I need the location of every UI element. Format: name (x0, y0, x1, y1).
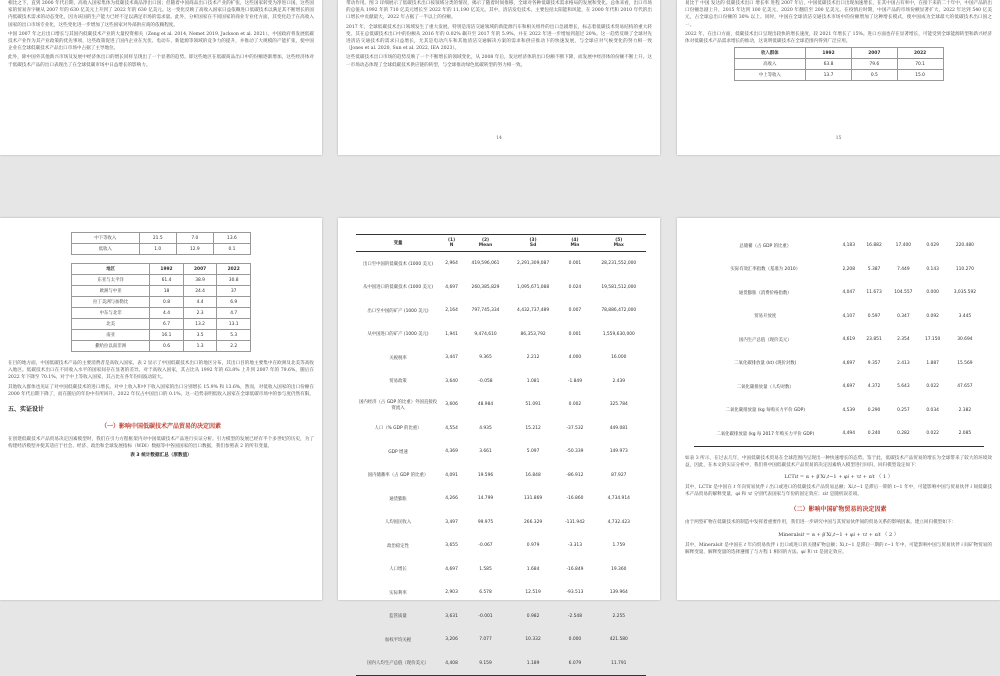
variable-name-cell: 国内生产总值（现价美元） (738, 337, 792, 343)
table-cell: 1.585 (479, 566, 492, 572)
paragraph: 其他收入群体也见证了对中国低碳技术的进口增长。对中上收入和中下收入国家的出口分别增长 15.9% 和 13.6%，然而，对低收入国家的出口份额在 2000 年代后期下降了，而在随后的年份中有所回升。2022 年仅占中国出口的 0.1%，这一趋势表明低收入国家在全球低碳市场中的参与度仍然有限。 (8, 384, 314, 397)
table-cell: 6.578 (479, 590, 492, 596)
table-row (694, 328, 984, 352)
table-cell: 3.661 (479, 449, 492, 455)
table-cell: 10.332 (525, 637, 541, 643)
table-cell: 4.7 (217, 308, 251, 319)
table-row (356, 299, 646, 323)
document-page-17 (338, 218, 660, 667)
table-row (694, 399, 984, 423)
table-cell: -0.067 (478, 543, 493, 549)
variable-name-cell: 总储蓄（占 GDP 的比重） (739, 243, 792, 249)
table-cell: 4,183 (842, 243, 856, 249)
table-header: (5) Max (613, 238, 624, 248)
table-header: (4) Min (570, 238, 580, 248)
paragraph: 这些低碳技术出口市场的趋势反映了一个不断增长的领域变化，从 2008 年后，发达经济体的出口份额不断下降，而发展中经济体的份额不断上升。这一市场动态体现了全球低碳技术供应链的转型，与全球推动绿色低碳转型的努力相一致。 (346, 55, 652, 68)
table-cell: 220.480 (955, 243, 974, 249)
table-cell: 1,095,671,088 (517, 284, 550, 290)
table-header: 收入群体 (734, 48, 806, 59)
table-cell: 16.882 (866, 243, 882, 249)
table-cell: 63.8 (806, 59, 852, 70)
table-cell: 4.935 (479, 425, 492, 431)
table-cell: -16.860 (566, 496, 584, 502)
table-header: (2) Mean (478, 238, 493, 248)
table-cell: 2.439 (612, 378, 626, 384)
table-cell: 0.034 (926, 407, 939, 413)
table-cell: 21.5 (139, 233, 176, 244)
table-cell: 5.643 (897, 384, 910, 390)
table-cell: 18 (150, 286, 184, 297)
table-row (356, 252, 646, 276)
table-row (72, 244, 251, 255)
table-row (734, 59, 943, 70)
variable-name-cell: 人口（% GDP 的比重） (374, 426, 422, 432)
table-cell: 2,291,309,087 (517, 261, 550, 267)
table-cell: 6.7 (150, 319, 184, 330)
table-cell: 2.3 (183, 308, 217, 319)
table-cell: 0.001 (568, 261, 582, 267)
table-cell: 99.975 (477, 519, 494, 525)
table-row (356, 464, 646, 488)
table-cell: 东亚与太平洋 (72, 275, 150, 286)
paragraph: 其中，LCT𝑖𝑡 是中国在 𝑡 年向贸易伙伴 𝑖 出口或进口的低碳技术产品贸易总额；X𝑖,𝑡−1 是滞后一期的 𝑡−1 年中，可能影响中国与贸易伙伴 𝑖 间低碳技术产品贸易的解释变量，φ𝑖 和 τ𝑡 分别代表国家与年份的固定效应；ε𝑖𝑡 是随机误差项。 (685, 484, 992, 498)
table-row (694, 375, 984, 399)
table-header: 2007 (851, 48, 897, 59)
table-cell: 19,581,512,000 (601, 284, 637, 290)
variable-name-cell: 二氧化碳排放量 (kg 每 2017 年购买力平价 GDP) (716, 431, 815, 437)
table-cell: 4,619 (842, 337, 856, 343)
table-cell: 4,734.914 (607, 496, 630, 502)
summary-statistics-table-continued (694, 234, 984, 447)
table-cell: 2.413 (897, 360, 910, 366)
document-page-15 (677, 0, 1000, 155)
variable-name-cell: 国内储蓄率（占 GDP 的比重） (367, 473, 429, 479)
income-share-table-continued (71, 232, 251, 255)
table-cell: 1.759 (612, 543, 626, 549)
table-row (356, 346, 646, 370)
table-cell: 15.569 (957, 360, 973, 366)
table-row (356, 534, 646, 558)
table-row (72, 319, 251, 330)
summary-statistics-table (356, 234, 646, 676)
variable-name-cell: 人均国民收入 (384, 520, 412, 526)
variable-name-cell: 通货膨胀（消费价格指数） (738, 290, 792, 296)
paragraph: 在目的地方面，中国低碳技术产品的主要消费者是高收入国家。表 2 显示了中国低碳技术出口的地区分布，其出口目的地主要集中在欧洲及北美等高收入地区。低碳技术出口在不同收入水平的国家间存在显著的差异。对于高收入国家，其占比从 1992 年的 63.8% 上升到 2007 年的 79.6%，随后在 2022 年下降至 70.1%。对于中上等收入国家，其占比在各年份间波动较大。 (8, 361, 314, 381)
subsection-heading: （一）影响中国低碳技术产品贸易的决定因素 (100, 423, 221, 431)
table-cell: 5.387 (867, 266, 881, 272)
table-cell: 0.092 (926, 313, 939, 319)
table-header: 1992 (150, 264, 184, 275)
table-cell: 0.1 (213, 244, 250, 255)
table-header: (1) N (448, 238, 456, 248)
table-cell: 14.799 (477, 496, 494, 502)
table-cell: 4.4 (183, 297, 217, 308)
table-cell: 61.4 (150, 275, 184, 286)
table-cell: 2,964 (445, 261, 458, 267)
table-cell: 4,697 (842, 384, 856, 390)
variable-name-cell: 二氧化碳排放量 (kt) (现价对数) (734, 361, 797, 367)
table-cell: 17.400 (895, 243, 912, 249)
table-cell: 0.029 (926, 243, 939, 249)
table-header: 2022 (897, 48, 943, 59)
income-share-table (734, 47, 944, 81)
table-cell: 3,447 (445, 355, 458, 361)
table-cell: 37 (217, 286, 251, 297)
table-cell: 0.982 (526, 613, 540, 619)
table-row (356, 511, 646, 535)
table-cell: 0.5 (851, 70, 897, 81)
table-cell: 9.365 (479, 355, 492, 361)
table-cell: 9.357 (867, 360, 881, 366)
table-cell: 419,596,061 (471, 261, 500, 267)
table-cell: 3,631 (445, 613, 458, 619)
table-cell: 30.694 (957, 337, 973, 343)
table-row (356, 370, 646, 394)
table-cell: 47.657 (957, 384, 973, 390)
variable-name-cell: 政治稳定性 (387, 543, 409, 549)
paragraph: 如表 3 所示，在过去几年，中国低碳技术贸易在全球范围内呈现出一种快速增长的态势。鉴于此，低碳技术产品贸易的增长为全球带来了较大的环境效益，因此，在本文的实证分析中，我们将中国低碳技术产品贸易的决定因素纳入模型进行回归，回归模型设定如下： (685, 455, 992, 468)
table-cell: 3,606 (445, 402, 458, 408)
variable-name-cell: GDP 增速 (388, 449, 408, 455)
table-cell: 13.7 (806, 70, 852, 81)
table-cell: 16.848 (525, 472, 541, 478)
table-cell: -16.849 (566, 566, 584, 572)
variable-name-cell: 加权平均关税 (384, 637, 412, 643)
table-cell: 24.4 (183, 286, 217, 297)
table-cell: 4,554 (445, 425, 458, 431)
variable-name-cell: 从中国进口的矿产 (1000 美元) (367, 332, 429, 338)
table-row (72, 297, 251, 308)
table-cell: 70.1 (897, 59, 943, 70)
table-cell: 16.000 (611, 355, 627, 361)
table-cell: 4,697 (842, 360, 856, 366)
table-cell: 欧洲与中亚 (72, 286, 150, 297)
table-row (356, 628, 646, 652)
table-cell: 51.091 (525, 402, 541, 408)
paragraph: 在创建低碳技术产品贸易决定因素模型时，我们在引力方程框架内对中国低碳技术产品进行实证分析。引力模型的发展已经有半个多世纪的历史，为了构建经济模型并使其适应于社会、经济、政治和全球发展指标（WDI）数据等中各国国家的出口数据，我们参照表 2 的所有变量。 (8, 437, 314, 450)
variable-name-cell: 实际有效汇率指数（基准为 2010） (730, 267, 801, 273)
table-row (734, 70, 943, 81)
table-cell: 0.000 (568, 637, 582, 643)
table-cell: 2.354 (897, 337, 910, 343)
table-cell: 260,385,829 (471, 284, 500, 290)
table-cell: 1.887 (926, 360, 939, 366)
table-row (356, 417, 646, 441)
table-cell: 低收入 (72, 244, 140, 255)
table-cell: 23.851 (866, 337, 882, 343)
variable-name-cell: 贸易开放度 (754, 314, 777, 320)
table-cell: 3,640 (445, 378, 458, 384)
section-heading: 五、实证设计 (8, 406, 45, 414)
table-cell: 19.360 (611, 566, 627, 572)
table-cell: 7.449 (897, 266, 910, 272)
table-cell: 4.372 (867, 384, 881, 390)
paragraph: 2022 年，在出口方面，低碳技术出口呈现出较快的增长速度，较 2021 年增长了 15%。进口方面也存在显著增长，可能受到全球能源转型和新兴经济体对低碳技术产品需求增长的推动，这说明低碳技术在全球范围内得到广泛应用。 (685, 31, 992, 45)
table-cell: 中下等收入 (72, 233, 140, 244)
table-cell: 0.143 (926, 266, 939, 272)
table-cell: 4,732.423 (607, 519, 630, 525)
table-cell: 11.673 (866, 290, 882, 296)
table-cell: -3.313 (567, 543, 583, 549)
table-cell: 28,231,552,000 (601, 261, 637, 267)
variable-name-cell: 通货膨胀 (389, 496, 407, 502)
table-cell: 16.1 (150, 330, 184, 341)
paragraph: 相比之下，直到 2000 年代后期，高收入国家集体为低碳技术商品净出口国；但随着中国商品出口技术产业的扩张，这些国家转变为净进口国。这些国家的贸易赤字额从 2007 年的 630 亿美元上升到了 2022 年的 630 亿美元。这一变化反映了高收入国家日益依赖进口低碳技术以满足其不断增长的国内低碳技术需求的动态变化，因为该国的生产能力已经不足以满足市场的需求量。此外，分析国家在不同国家的商业专业化方面，其变化趋于在高收入国家的出口市场专业化，这些变化进一步增加了这些国家对外部供应商的依赖程度。 (8, 1, 314, 28)
table-cell: 7.077 (479, 637, 492, 643)
variable-name-cell: 关税税率 (389, 355, 407, 361)
table-header: 1992 (806, 48, 852, 59)
table-cell: 2.212 (526, 355, 540, 361)
table-cell: 中东与北非 (72, 308, 150, 319)
table-cell: 149.973 (609, 449, 628, 455)
table-cell: 5.3 (217, 330, 251, 341)
table-cell: 4,432,737,489 (517, 308, 550, 314)
paragraph: 由于两型矿物在低碳技术的制造中发挥着重要作用，我们进一步研究中国与其贸易伙伴间的贸易关系的影响因素。建立回归模型如下： (685, 520, 957, 526)
table-cell: -50.339 (566, 449, 584, 455)
table-cell: 449.081 (609, 425, 628, 431)
table-cell: 0.007 (568, 308, 582, 314)
variable-name-cell: 实际利率 (389, 590, 407, 596)
table-cell: 0.000 (926, 290, 939, 296)
table-cell: 中上等收入 (734, 70, 806, 81)
table-cell: -37.532 (566, 425, 584, 431)
table-cell: 2,208 (842, 266, 856, 272)
table-cell: 2.382 (958, 407, 972, 413)
table-cell: -2.548 (567, 613, 583, 619)
table-row (72, 275, 251, 286)
variable-name-cell: 出口至中国的低碳技术 (1000 美元) (362, 261, 434, 267)
table-cell: 3.5 (183, 330, 217, 341)
table-cell: 4,697 (445, 284, 458, 290)
table-cell: 9.159 (479, 660, 492, 666)
table-cell: 2.2 (217, 341, 251, 352)
table-cell: 4,494 (842, 431, 856, 437)
table-cell: 11.791 (611, 660, 627, 666)
table-cell: 0.001 (568, 331, 582, 337)
paragraph: 其中，Minerals𝑖𝑡 是中国在 𝑡 年向贸易伙伴 𝑖 出口或进口的关键矿物总额；X𝑖,𝑡−1 是滞后一期的 𝑡−1 年中，可能影响中国与贸易伙伴 𝑖 间矿物贸易的解释变量，解释变量的选择遵循了与方程 1 相同的方法。φ𝑖 和 τ𝑡 是固定效应。 (685, 542, 992, 555)
table-cell: 4,697 (445, 566, 458, 572)
table-cell: 0.6 (150, 341, 184, 352)
equation-1: LCT𝑖𝑡 = α + β′X𝑖,𝑡−1 + φ𝑖 + τ𝑡 + ε𝑖𝑡 （ 1 ） (784, 473, 893, 480)
table-cell: 4.4 (150, 308, 184, 319)
table-cell: 19.596 (477, 472, 494, 478)
variable-name-cell: 二氧化碳排放量 (kg 每购买力平价 GDP) (725, 408, 805, 414)
table-cell: 4,408 (445, 660, 458, 666)
table-cell: -93.513 (566, 590, 584, 596)
table-header: 地区 (72, 264, 150, 275)
table-header: 2022 (217, 264, 251, 275)
table-cell: 3,206 (445, 637, 458, 643)
table-cell: 9,474,610 (474, 331, 497, 337)
table-cell: 5.097 (526, 449, 540, 455)
table-cell: 0.257 (897, 407, 910, 413)
table-header: (3) Sd (529, 238, 537, 248)
table-cell: 0.979 (526, 543, 540, 549)
table-cell: 高收入 (734, 59, 806, 70)
variable-name-cell: 二氧化碳排放量（人均对数） (736, 384, 794, 390)
table-cell: 4,091 (445, 472, 458, 478)
table-cell: 139.964 (609, 590, 628, 596)
table-row (694, 352, 984, 376)
table-header: 2007 (183, 264, 217, 275)
table-header: 变量 (393, 241, 403, 246)
table-row (356, 558, 646, 582)
table-cell: 13.2 (183, 319, 217, 330)
table-cell: 6.079 (568, 660, 582, 666)
table-cell: 2,903 (445, 590, 458, 596)
table-cell: 6.9 (217, 297, 251, 308)
page-number: 15 (835, 136, 842, 141)
paragraph: 易比于 中国 发达的 低碳技术出口 增长率 进程 2007 年后，中国低碳技术出口出现加速增长，在其中国占有率中，在接下来的二十年中，中国产品的出口份额急剧上升，2015 年达到 100 亿美元，2020 年翻倍至 200 亿美元。在疫情后时期，中国产品的市场份额显著扩大，2022 年达到 540 亿美元，占全球总出口份额的 30% 以上。同时，中国在全球清洁交通技术市场中的份额增加了这种增长模式，使中国成为全球最大的低碳技术出口国之一。 (685, 1, 992, 28)
table-cell: 13.1 (217, 319, 251, 330)
table-row (356, 487, 646, 511)
table-row (72, 330, 251, 341)
region-share-table (71, 263, 251, 352)
table-row (72, 341, 251, 352)
table-cell: 3,035.592 (953, 290, 977, 296)
table-cell: 4.000 (568, 355, 582, 361)
table-cell: 1,941 (445, 331, 458, 337)
table-cell: 3,497 (445, 519, 458, 525)
subsection-heading: （二）影响中国矿物贸易的决定因素 (790, 506, 887, 514)
table-cell: 0.597 (867, 313, 881, 319)
table-cell: 0.8 (150, 297, 184, 308)
table-cell: -0.001 (478, 613, 493, 619)
table-cell: 0.290 (867, 407, 881, 413)
table-cell: 15.212 (525, 425, 541, 431)
table-row (694, 422, 984, 446)
table-cell: 1.684 (526, 566, 540, 572)
table-row (356, 581, 646, 605)
table-cell: 86,353,792 (520, 331, 546, 337)
table-cell: 30.8 (217, 275, 251, 286)
table-row (356, 393, 646, 417)
table-row (72, 233, 251, 244)
table-row (356, 276, 646, 300)
table-caption: 表 3 统计数据汇总（原数值） (130, 453, 192, 459)
table-cell: 0.002 (568, 402, 582, 408)
paragraph: 带动作用。图 3 详细展示了低碳技术出口按领域分类的情况，揭示了随着时间推移，全球对各种低碳技术需求格局的发展和变化。总体来看，出口市场的总值从 1992 年的 710 亿美元增长至 2022 年的 11,190 亿美元。其中，清洁发电技术、主要包括太阳能和风能，在 2000 年代和 2010 年代的出口增长中贡献最大，2022 年占据了一半以上的份额。 (346, 1, 652, 21)
table-cell: 1.0 (139, 244, 176, 255)
table-cell: 266.329 (524, 519, 543, 525)
table-cell: 104.557 (894, 290, 913, 296)
table-row (356, 323, 646, 347)
table-cell: 撒哈拉以南非洲 (72, 341, 150, 352)
document-page-1 (0, 0, 322, 155)
table-cell: 4,047 (842, 290, 856, 296)
table-cell: 0.022 (926, 431, 939, 437)
paragraph: 2017 年，全球低碳技术出口领域发生了重大发展。特别是清洁交通领域的新能源汽车和相关组件的出口急剧增长，标志着低碳技术贸易结构的重大转变。其在总低碳技术出口中的份额从 2016 年的 0.02% 飙升至 2017 年的 5.9%，并在 2022 年进一步增加到超过 20%。这一趋势反映了全球对先进清洁交通技术的需求日益增长，尤其是电动汽车和其他清洁交通解决方案的需求和供应推动下的快速发展，与全球应对气候变化的努力相一致（Jones et al. 2020, Sun et al. 2022, IEA 2023）。 (346, 24, 652, 52)
variable-name-cell: 监管质量 (389, 614, 407, 620)
table-cell: 2.255 (612, 613, 626, 619)
table-cell: 3.445 (958, 313, 972, 319)
document-page-14 (338, 0, 660, 155)
variable-name-cell: 贸易政策 (389, 379, 407, 385)
table-row (72, 286, 251, 297)
variable-name-cell: 出口至中国的矿产 (1000 美元) (367, 308, 429, 314)
table-cell: -1.849 (567, 378, 583, 384)
table-cell: 12.519 (525, 590, 541, 596)
table-cell: 110.270 (955, 266, 974, 272)
table-row (694, 234, 984, 258)
table-cell: 48.984 (477, 402, 494, 408)
table-cell: 4,369 (445, 449, 458, 455)
table-cell: 15.0 (897, 70, 943, 81)
table-cell: 0.022 (926, 384, 939, 390)
paragraph: 中国 2007 年之后出口增长与其国内低碳技术产业的大量投资相关（Zeng et al. 2014, Nemet 2019, Jackson et al. 2021）。中国政府将发展低碳技术产业作为其产业政策的优先事项，这些政策促进了国内企业在光伏、电动车、新能源等领域的竞争力的提升，并推动了大规模的产能扩张，使中国企业在全球低碳技术产品出口市场中占据了主导地位。 (8, 31, 314, 52)
document-page-18 (677, 218, 1000, 600)
table-row (694, 258, 984, 282)
table-cell: 79.6 (851, 59, 897, 70)
table-cell: 78,886,472,000 (601, 308, 637, 314)
table-cell: 南亚 (72, 330, 150, 341)
table-cell: 13.6 (213, 233, 250, 244)
table-cell: 38.9 (183, 275, 217, 286)
table-row (356, 605, 646, 629)
table-cell: 325.784 (609, 402, 628, 408)
table-cell: -86.912 (566, 472, 584, 478)
table-cell: 7.0 (176, 233, 213, 244)
table-cell: 拉丁美洲与加勒比 (72, 297, 150, 308)
table-cell: -0.058 (478, 378, 493, 384)
table-cell: 4,107 (842, 313, 856, 319)
variable-name-cell: 从中国进口的低碳技术 (1000 美元) (362, 285, 434, 291)
table-cell: 0.282 (897, 431, 910, 437)
table-cell: 北美 (72, 319, 150, 330)
table-cell: 0.240 (867, 431, 881, 437)
table-cell: 2,164 (445, 308, 458, 314)
table-cell: 1.3 (183, 341, 217, 352)
table-cell: 17.150 (924, 337, 941, 343)
table-cell: -131.942 (565, 519, 585, 525)
table-cell: 797,745,334 (471, 308, 500, 314)
table-row (694, 281, 984, 305)
table-row (356, 652, 646, 676)
document-page-16 (0, 218, 322, 600)
table-row (356, 440, 646, 464)
variable-name-cell: 人口增长 (389, 567, 407, 573)
table-cell: 0.347 (897, 313, 910, 319)
table-cell: 2.085 (958, 431, 972, 437)
table-cell: 4,266 (445, 496, 458, 502)
table-cell: 3,655 (445, 543, 458, 549)
table-row (72, 308, 251, 319)
variable-name-cell: 国内人均生产总值（现价美元） (367, 661, 429, 667)
paragraph: 此外，除中国外其他新兴市场及发展中经济体出口的增长同样呈现出了一个显著的趋势。即这些地区在低碳商品出口中的份额逐渐增加，这些经济体对于低碳技术产品的出口表现出了在全球低碳市场中日益增长的影响力。 (8, 55, 314, 68)
table-cell: 12.9 (176, 244, 213, 255)
table-cell: 4,539 (842, 407, 856, 413)
table-cell: 421.580 (609, 637, 628, 643)
table-row (694, 305, 984, 329)
table-cell: 0.024 (568, 284, 582, 290)
variable-name-cell: 国内经济（占 GDP 的比重）外国直接投资流入 (358, 399, 438, 411)
table-cell: 1,559,630,000 (602, 331, 635, 337)
table-cell: 1.189 (526, 660, 540, 666)
equation-2: Minerals𝑖𝑡 = α + β′X𝑖,𝑡−1 + φ𝑖 + τ𝑡 + ε𝑖𝑡 （ 2 ） (778, 531, 899, 538)
table-cell: 1.081 (526, 378, 540, 384)
page-number: 14 (496, 136, 502, 141)
table-cell: 131.869 (524, 496, 543, 502)
table-cell: 87.927 (611, 472, 627, 478)
